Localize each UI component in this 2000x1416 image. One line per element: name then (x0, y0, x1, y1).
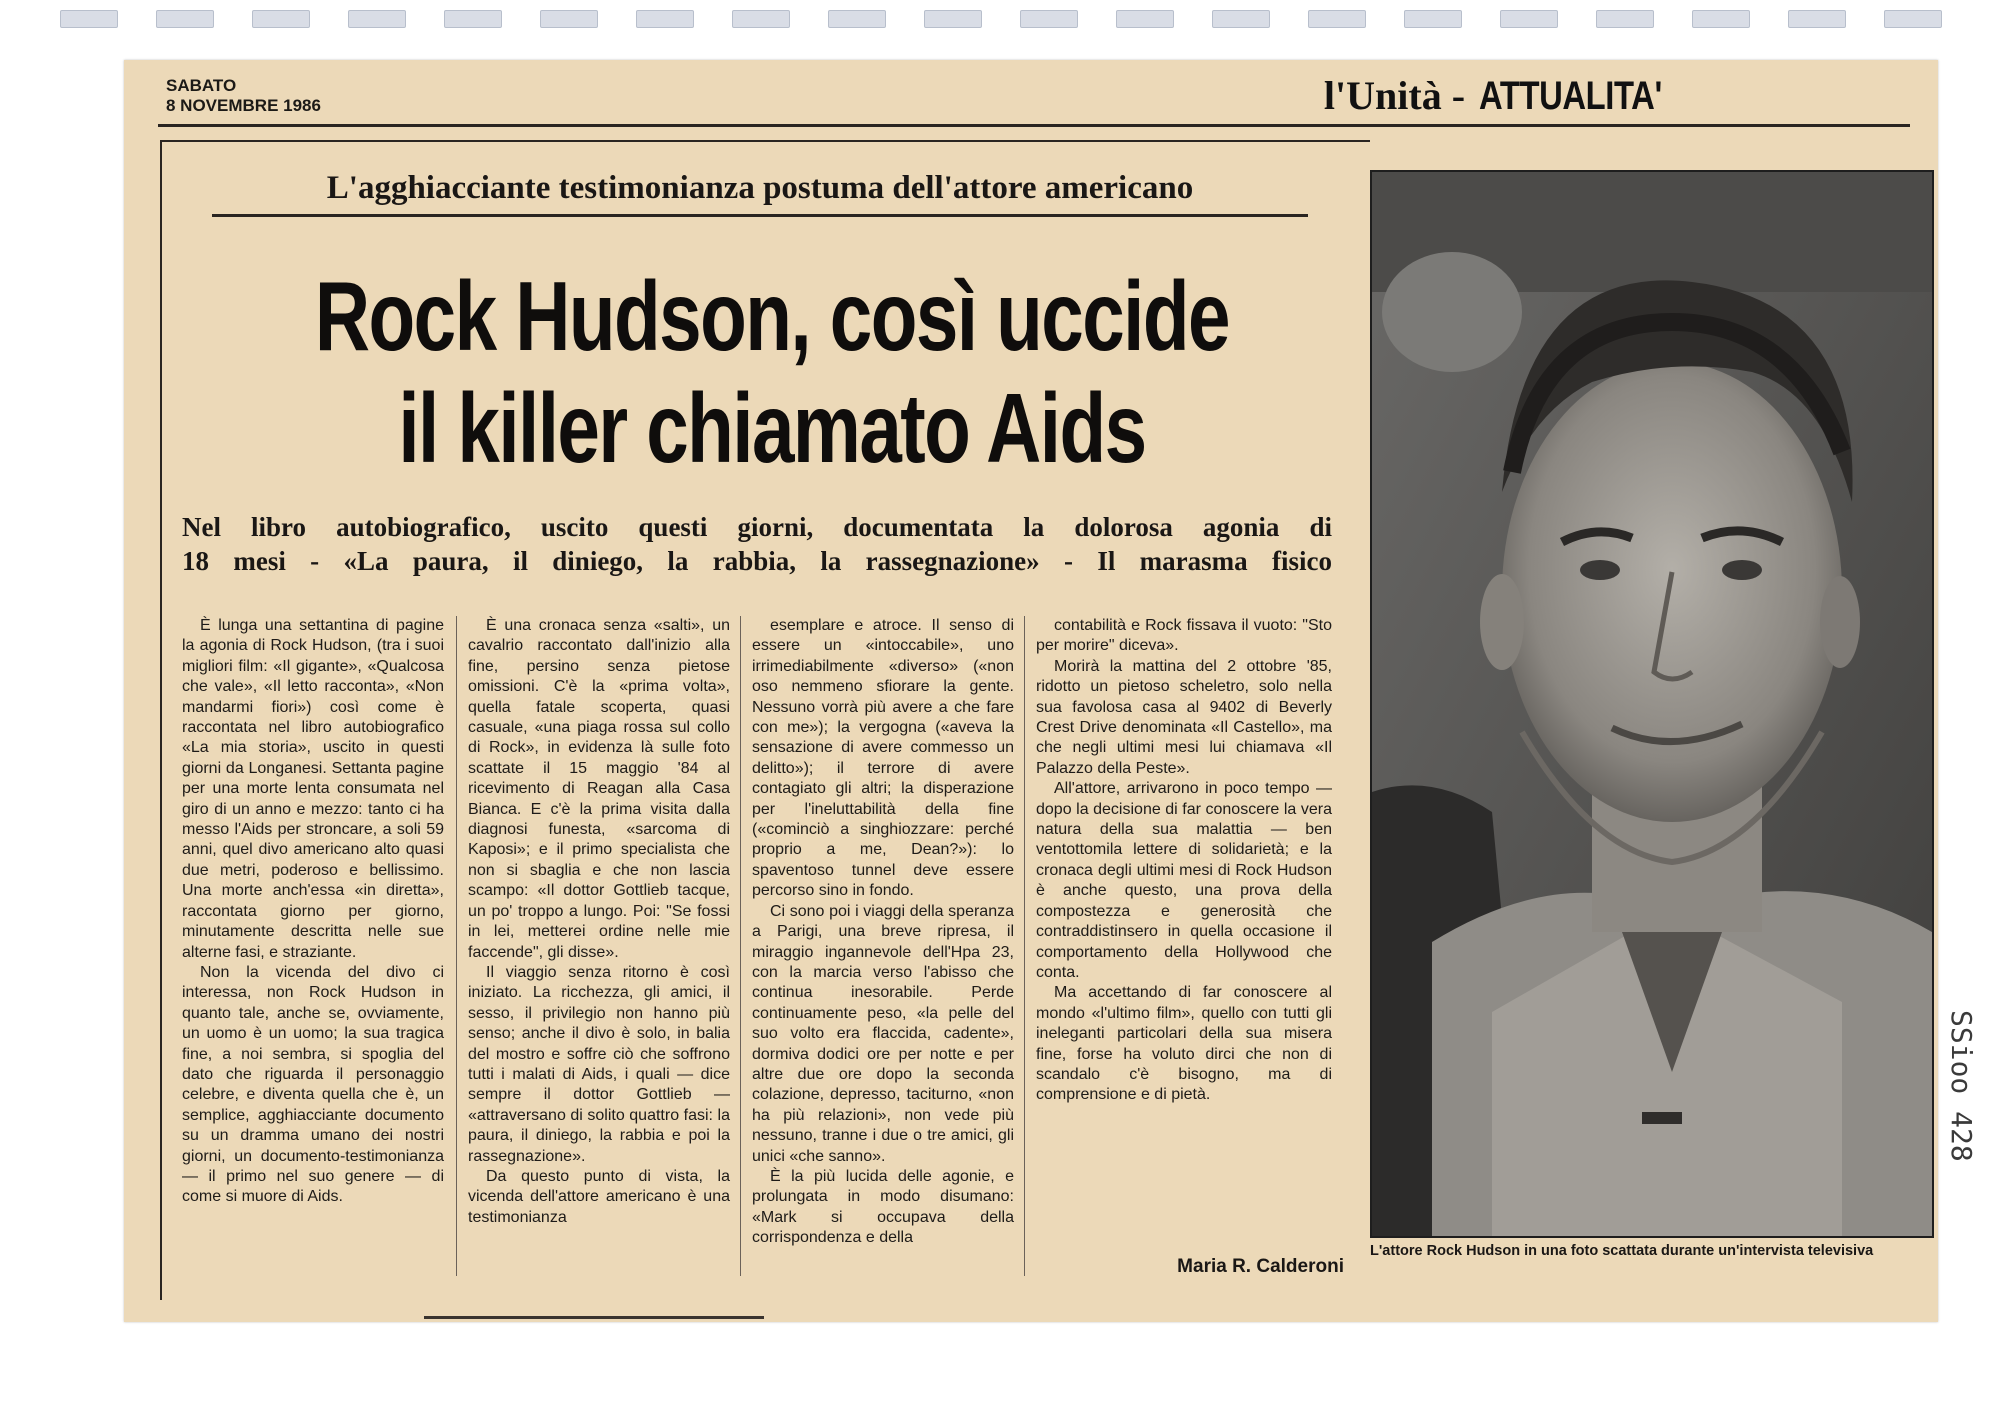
paragraph: È lunga una settantina di pagine la agonia di Rock Hudson, (tra i suoi migliori film: «Il gigante», «Qualcosa che vale», «Il letto racconta», «Non mandarmi fiori») così come è raccontata nel libro autobiografico «La mia storia», uscito in questi giorni da Longanesi. Settanta pagine per una morte lenta consumata nel giro di un anno e mezzo: tanto ci ha messo l'Aids per stroncare, a soli 59 anni, quel divo americano alto quasi due metri, poderoso e bellissimo. Una morte anch'essa «in diretta», raccontata giorno per giorno, minutamente descritta nelle sue alterne fasi, e straziante. (182, 617, 444, 961)
binding-hole (1308, 10, 1366, 28)
rock-hudson-photo (1370, 170, 1934, 1238)
binding-hole (60, 10, 118, 28)
section-name: ATTUALITA' (1479, 74, 1662, 118)
binding-hole (1212, 10, 1270, 28)
masthead (1324, 74, 1702, 118)
paragraph: All'attore, arrivarono in poco tempo — dopo la decisione di far conoscere la vera natura della sua malattia — ben ventottomila lettere di solidarietà; e la cronaca degli ultimi mesi di Rock Hudson è anche questo, una prova della compostezza e generosità che contraddistinsero in quella occasione il comportamento della Hollywood che conta. (1036, 780, 1332, 981)
paragraph: contabilità e Rock fissava il vuoto: "Sto per morire" diceva». (1036, 617, 1332, 655)
binding-hole (156, 10, 214, 28)
paragraph: Da questo punto di vista, la vicenda dell'attore americano è una testimonianza (468, 1167, 730, 1226)
article-frame-top (160, 140, 1370, 142)
article-frame-left (160, 140, 162, 1300)
binding-hole (1020, 10, 1078, 28)
binding-hole (1116, 10, 1174, 28)
headline-line-2: il killer chiamato Aids (398, 373, 1146, 483)
article-headline (172, 260, 1372, 484)
newspaper-clipping (124, 60, 1938, 1322)
clipping-bottom-rule (424, 1316, 764, 1319)
column-divider (740, 616, 741, 1276)
binding-hole (636, 10, 694, 28)
binding-hole (1500, 10, 1558, 28)
binding-hole (1404, 10, 1462, 28)
binding-hole (732, 10, 790, 28)
subhead-line-1: Nel libro autobiografico, uscito questi giorni, documentata la dolorosa agonia di (182, 512, 1332, 542)
photo-caption: L'attore Rock Hudson in una foto scattata durante un'intervista televisiva (1370, 1243, 1874, 1259)
paper-name: l'Unità - (1323, 73, 1466, 118)
paragraph: Morirà la mattina del 2 ottobre '85, ridotto un pietoso scheletro, solo nella sua favolosa casa al 9402 di Beverly Crest Drive denominata «Il Castello», ma che negli ultimi mesi lui chiamava «Il Palazzo della Peste». (1036, 657, 1332, 777)
binding-hole (444, 10, 502, 28)
paragraph: Il viaggio senza ritorno è così iniziato. La ricchezza, gli amici, il sesso, il privilegio non hanno più senso; anche il divo è solo, in balia del mostro e soffre ciò che soffrono tutti i malati di Aids, i quali — dice sempre il dottor Gottlieb — «attraversano di solito quattro fasi: la paura, il diniego, la rabbia e poi la rassegnazione». (468, 963, 730, 1165)
article-column-2 (468, 616, 730, 1228)
paragraph: Ci sono poi i viaggi della speranza a Parigi, una breve ripresa, il miraggio ingannevole dell'Hpa 23, con la marcia verso l'abisso che continua inesorabile. Perde continuamente peso, «la pelle del suo volto era flaccida, cadente», dormiva dodici ore per notte e per altre due ore dopo la seconda colazione, depresso, taciturno, «non ha più relazioni», non vede più nessuno, tranne i due o tre amici, gli unici «che sanno». (752, 902, 1014, 1165)
portrait-image (1372, 172, 1932, 1236)
subhead-line-2: 18 mesi - «La paura, il diniego, la rabbia, la rassegnazione» - Il marasma fisico (182, 546, 1332, 576)
binding-hole (1884, 10, 1942, 28)
paragraph: Non la vicenda del divo ci interessa, non Rock Hudson in quanto tale, anche se, ovviamente, un uomo è un uomo; la sua tragica fine, a noi sembra, si spoglia del dato che riguarda il personaggio celebre, e diventa quella che è, un semplice, agghiacciante documento su un dramma umano dei nostri giorni, un documento-testimonianza — il primo nel suo genere — di come si muore di Aids. (182, 963, 444, 1206)
issue-full-date: 8 NOVEMBRE 1986 (166, 96, 321, 115)
issue-date (166, 76, 321, 116)
headline-line-1: Rock Hudson, così uccide (314, 261, 1230, 371)
article-column-3 (752, 616, 1014, 1249)
article-subhead (182, 510, 1332, 578)
paragraph: Ma accettando di far conoscere al mondo «l'ultimo film», quello con tutti gli ineleganti particolari della sua misera fine, forse ha voluto dirci che non di scandalo c'è bisogno, ma di comprensione e di pietà. (1036, 984, 1332, 1104)
binding-hole (924, 10, 982, 28)
column-divider (1024, 616, 1025, 1276)
binding-hole (540, 10, 598, 28)
binding-strip (60, 6, 1960, 30)
paragraph: È la più lucida delle agonie, e prolungata in modo disumano: «Mark si occupava della corrispondenza e della (752, 1167, 1014, 1247)
archive-stamp (1944, 1010, 1984, 1250)
column-divider (456, 616, 457, 1276)
archive-number: SSioo 428 (1945, 1010, 1978, 1162)
binding-hole (348, 10, 406, 28)
binding-hole (828, 10, 886, 28)
kicker-underline (212, 214, 1308, 217)
paragraph: esemplare e atroce. Il senso di essere un «intoccabile», uno irrimediabilmente «diverso» («non oso nemmeno sfiorare la gente. Nessuno vorrà più avere a che fare con me»); la vergogna («aveva la sensazione di avere commesso un delitto»); il terrore di avere contagiato gli altri; la disperazione per l'ineluttabilità della fine («cominciò a singhiozzare: perché proprio a me, Dean?»): lo spaventoso tunnel deve essere percorso sino in fondo. (752, 617, 1014, 900)
header-rule (158, 124, 1910, 127)
binding-hole (1596, 10, 1654, 28)
article-kicker: L'agghiacciante testimonianza postuma dell'attore americano (326, 170, 1194, 206)
binding-hole (1788, 10, 1846, 28)
article-byline: Maria R. Calderoni (1177, 1256, 1344, 1277)
article-column-1 (182, 616, 444, 1208)
paragraph: È una cronaca senza «salti», un cavalrio raccontato dall'inizio alla fine, persino senza pietose omissioni. C'è la «prima volta», quella fatale scoperta, quasi casuale, «una piaga rossa sul collo di Rock», in evidenza là sulle foto scattate il 15 maggio '84 al ricevimento di Reagan alla Casa Bianca. E c'è la prima visita dalla diagnosi funesta, «sarcoma di Kaposi»; e il primo specialista che non si sbaglia e che non lascia scampo: «Il dottor Gottlieb tacque, un po' troppo a lungo. Poi: "Se fossi in lei, metterei ordine nelle mie faccende", gli disse». (468, 617, 730, 961)
binding-hole (252, 10, 310, 28)
binding-hole (1692, 10, 1750, 28)
issue-weekday: SABATO (166, 76, 237, 95)
article-column-4 (1036, 616, 1332, 1106)
